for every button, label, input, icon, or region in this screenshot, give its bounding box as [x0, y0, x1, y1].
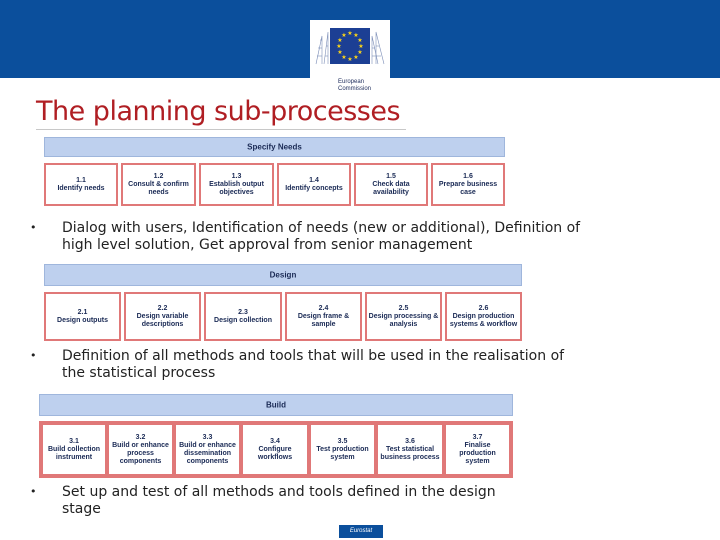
- subprocess-number: 3.2: [135, 433, 146, 441]
- subprocess-box: [431, 163, 505, 206]
- logo-text: [338, 79, 371, 93]
- subprocess-box: [44, 163, 118, 206]
- subprocess-number: 3.6: [405, 437, 415, 445]
- subprocess-label: Identify concepts: [285, 184, 343, 192]
- build-header: [39, 394, 513, 416]
- svg-text:★: ★: [353, 54, 359, 61]
- subprocess-number: 3.1: [69, 437, 79, 445]
- title-divider: [36, 129, 406, 130]
- subprocess-number: 1.3: [231, 172, 242, 180]
- subprocess-label: Build collection instrument: [47, 445, 101, 461]
- svg-text:★: ★: [347, 30, 353, 37]
- subprocess-box: [199, 163, 274, 206]
- design-header-label: Design: [269, 270, 297, 280]
- subprocess-label: Consult & confirm needs: [128, 180, 189, 196]
- logo-text-line1: European: [338, 79, 365, 85]
- svg-text:★: ★: [336, 43, 342, 50]
- svg-text:★: ★: [358, 43, 364, 50]
- subprocess-number: 1.4: [309, 176, 319, 184]
- subprocess-label: Prepare business case: [438, 180, 498, 196]
- subprocess-label: Identify needs: [57, 184, 105, 192]
- subprocess-number: 1.6: [463, 172, 473, 180]
- bullet-text-line: Dialog with users, Identification of needs (new or additional), Definition of: [62, 220, 581, 236]
- subprocess-box: [107, 423, 174, 476]
- logo-text-line2: Commission: [338, 86, 372, 92]
- subprocess-number: 3.7: [472, 433, 483, 441]
- subprocess-label: Build or enhance process components: [112, 441, 169, 465]
- svg-text:★: ★: [341, 54, 347, 61]
- svg-text:★: ★: [337, 37, 343, 44]
- subprocess-box: [174, 423, 241, 476]
- subprocess-label: Build or enhance dissemination components: [179, 441, 236, 465]
- subprocess-box: [444, 423, 511, 476]
- subprocess-number: 3.4: [270, 437, 280, 445]
- bullet-text-line: Definition of all methods and tools that will be used in the realisation of: [62, 348, 565, 364]
- subprocess-label: Check data availability: [372, 180, 410, 196]
- subprocess-label: Establish output objectives: [209, 180, 264, 196]
- subprocess-box: [44, 292, 121, 341]
- subprocess-number: 1.2: [153, 172, 164, 180]
- svg-text:★: ★: [357, 49, 363, 56]
- slide-title: The planning sub-processes: [36, 96, 401, 127]
- subprocess-number: 2.4: [318, 304, 329, 312]
- specify-needs-header: [44, 137, 505, 157]
- eurostat-footer-logo: Eurostat: [339, 525, 383, 538]
- subprocess-number: 2.3: [238, 308, 248, 316]
- build-header-label: Build: [266, 400, 286, 410]
- subprocess-number: 2.6: [478, 304, 489, 312]
- subprocess-box: [376, 423, 444, 476]
- subprocess-label: Configure workflows: [257, 445, 293, 461]
- subprocess-box: [277, 163, 351, 206]
- bullet-dot: •: [30, 349, 37, 362]
- bullet-text-line: high level solution, Get approval from senior management: [62, 237, 473, 253]
- subprocess-label: Design processing & analysis: [368, 312, 439, 328]
- subprocess-label: Test statistical business process: [380, 445, 440, 461]
- svg-text:★: ★: [341, 32, 347, 39]
- subprocess-box: [445, 292, 522, 341]
- bullet-text-line: stage: [62, 501, 101, 517]
- svg-text:★: ★: [347, 56, 353, 63]
- subprocess-box: [354, 163, 428, 206]
- svg-text:★: ★: [357, 37, 363, 44]
- subprocess-number: 2.5: [398, 304, 409, 312]
- subprocess-box: [241, 423, 309, 476]
- bullet-text-line: Set up and test of all methods and tools defined in the design: [62, 484, 496, 500]
- subprocess-number: 2.1: [77, 308, 88, 316]
- subprocess-label: Design collection: [214, 316, 272, 324]
- svg-text:★: ★: [353, 32, 359, 39]
- bullet-text-line: the statistical process: [62, 365, 216, 381]
- subprocess-box: [124, 292, 201, 341]
- berlaymont-building-icon: [314, 26, 386, 66]
- design-header: [44, 264, 522, 286]
- specify-needs-header-label: Specify Needs: [247, 142, 302, 152]
- bullet-dot: •: [30, 221, 37, 234]
- subprocess-box: [204, 292, 282, 341]
- subprocess-box: [285, 292, 362, 341]
- subprocess-box: [121, 163, 196, 206]
- subprocess-label: Design production systems & workflow: [449, 312, 518, 328]
- subprocess-box: [41, 423, 107, 476]
- subprocess-label: Finalise production system: [459, 441, 496, 465]
- subprocess-label: Test production system: [316, 445, 369, 461]
- subprocess-number: 1.1: [76, 176, 86, 184]
- bullet-dot: •: [30, 485, 37, 498]
- subprocess-number: 2.2: [157, 304, 168, 312]
- subprocess-number: 1.5: [386, 172, 396, 180]
- european-commission-logo: [310, 20, 390, 100]
- subprocess-label: Design frame & sample: [297, 312, 350, 328]
- subprocess-number: 3.3: [202, 433, 213, 441]
- subprocess-label: Design variable descriptions: [136, 312, 189, 328]
- subprocess-box: [309, 423, 376, 476]
- subprocess-number: 3.5: [337, 437, 348, 445]
- svg-text:★: ★: [337, 49, 343, 56]
- subprocess-box: [365, 292, 442, 341]
- subprocess-label: Design outputs: [57, 316, 108, 324]
